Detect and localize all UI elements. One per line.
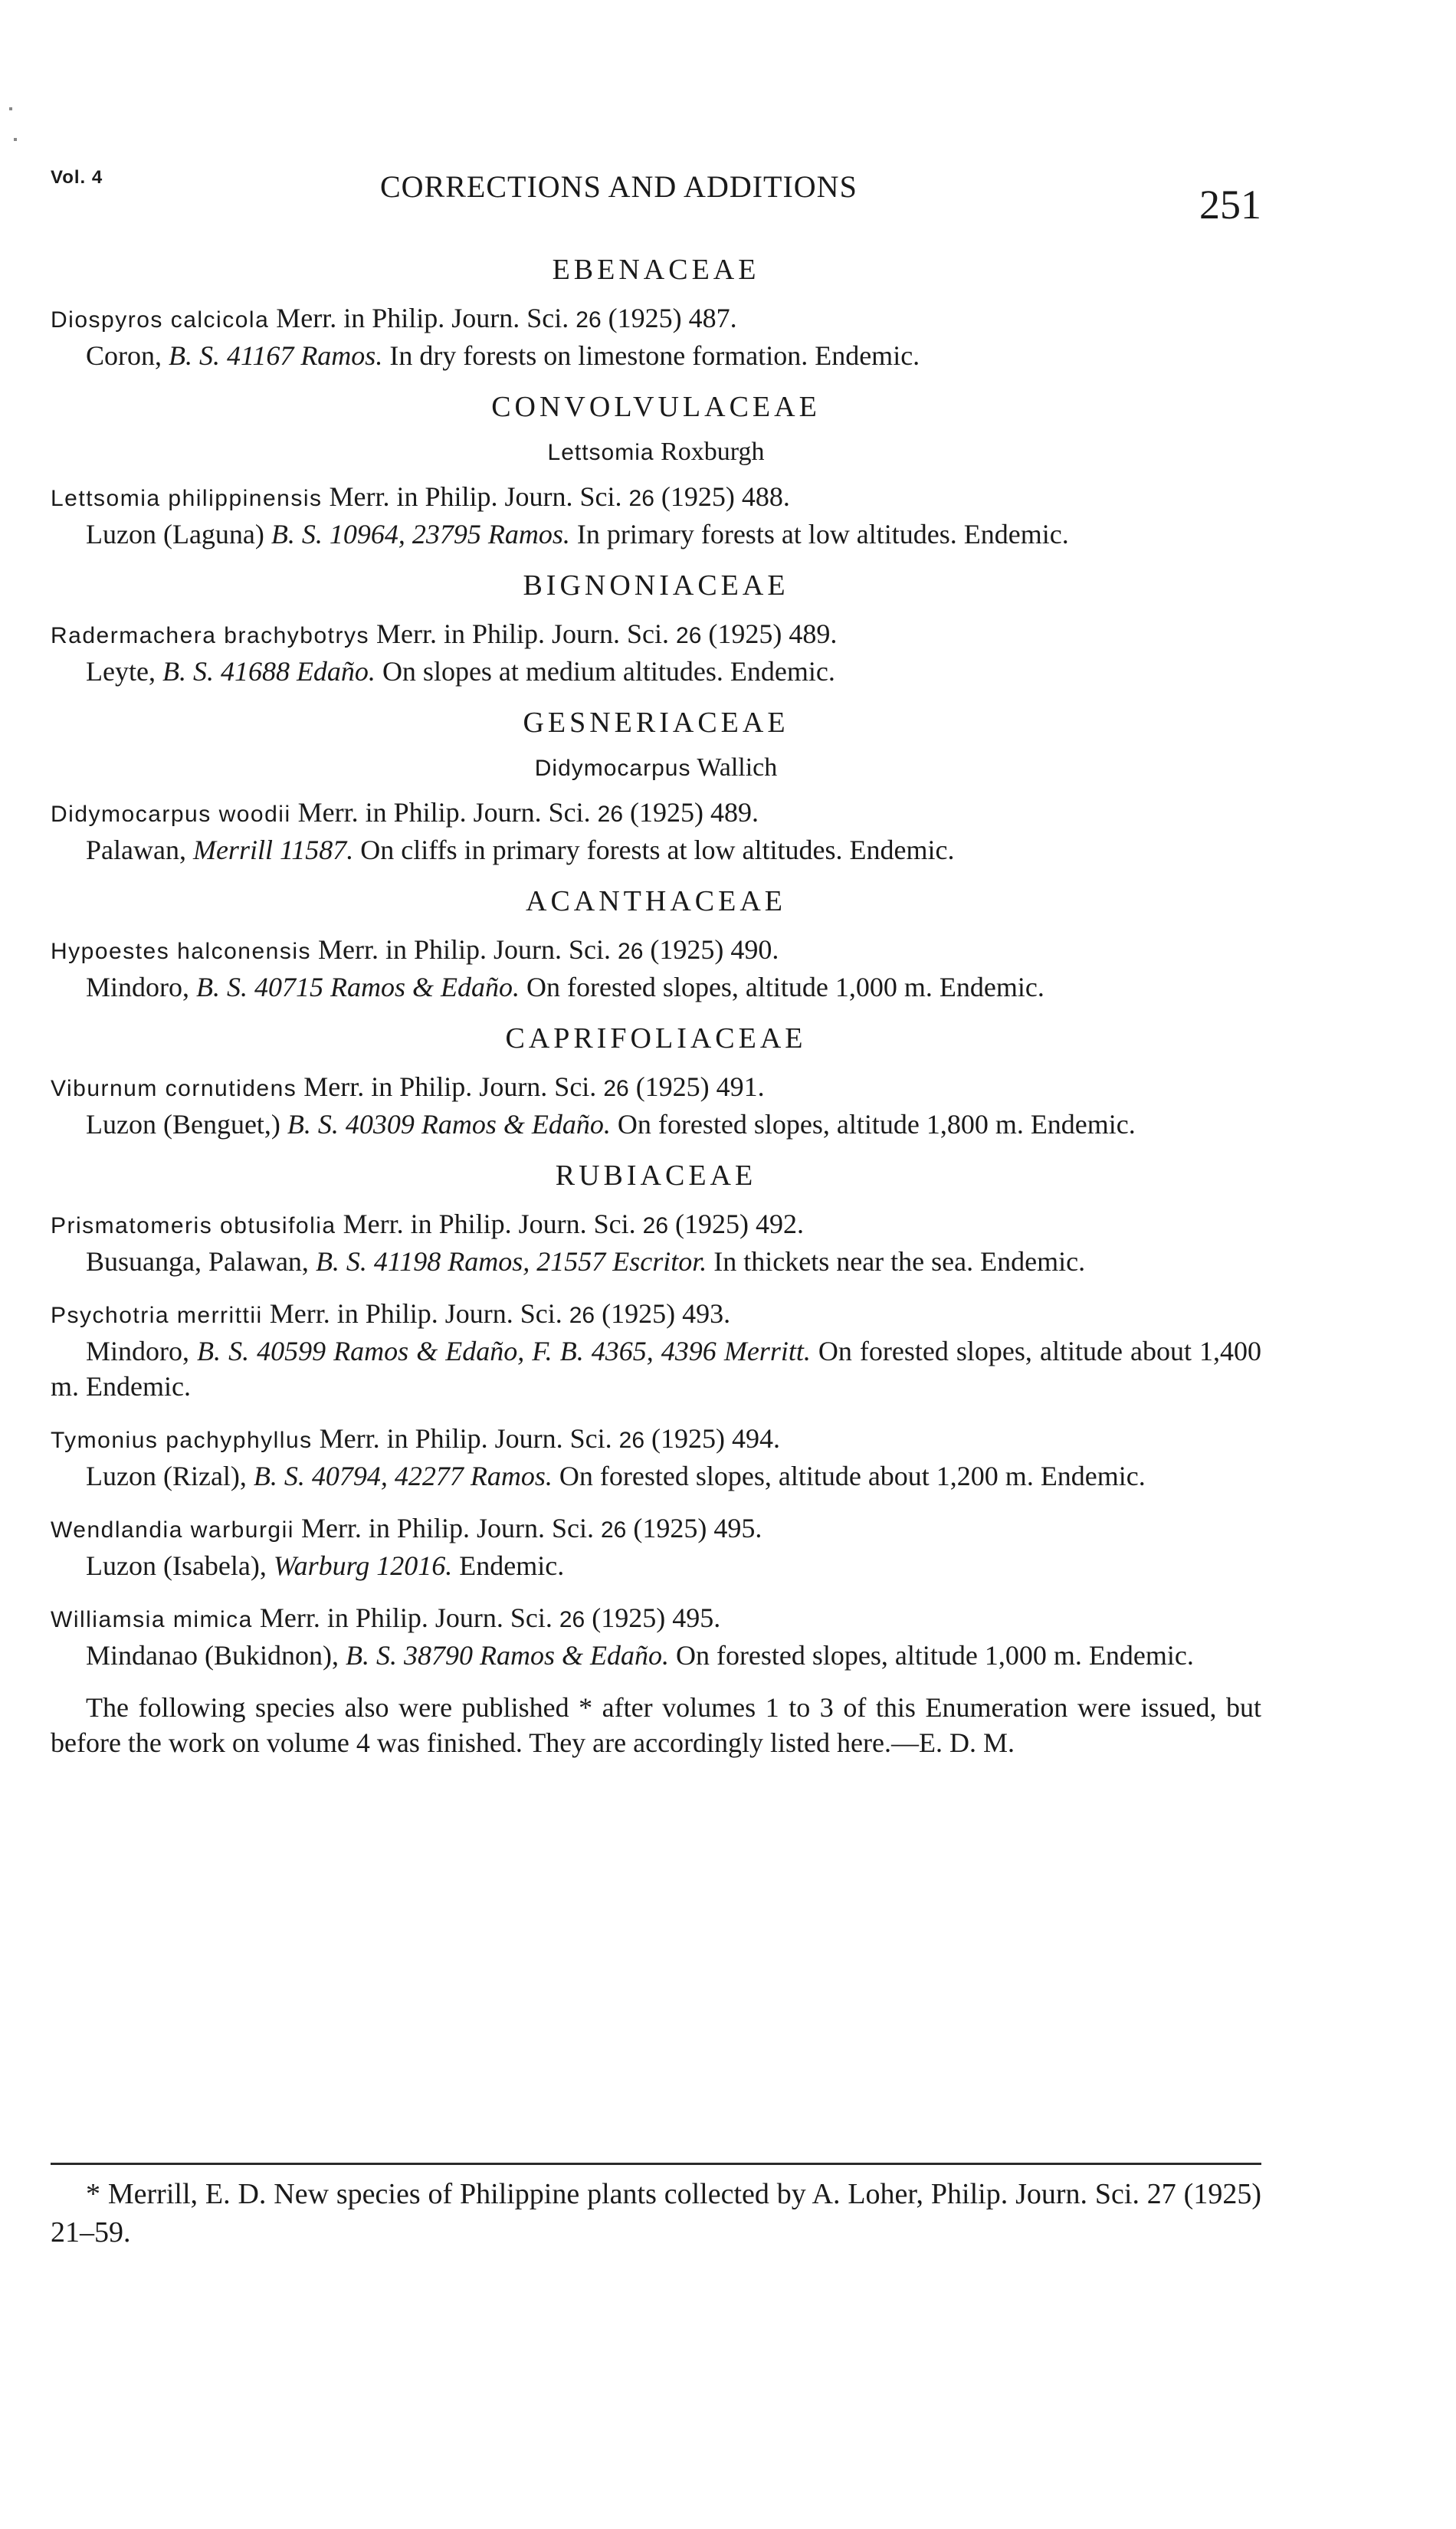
volume-number: 26 <box>600 1517 627 1543</box>
locality: Luzon (Laguna) <box>86 519 264 549</box>
year-page: (1925) 495. <box>592 1602 721 1633</box>
species-entry <box>51 1600 1261 1673</box>
citation: Merr. in Philip. Journ. Sci. <box>318 934 612 965</box>
genus-author: Roxburgh <box>661 438 765 466</box>
specimen-numbers: B. S. 40599 Ramos & Edaño, F. B. 4365, 4396 Merritt. <box>197 1336 811 1366</box>
volume-number: 26 <box>618 939 644 964</box>
specimen-numbers: B. S. 40794, 42277 Ramos. <box>253 1461 553 1491</box>
page-header <box>51 153 1261 228</box>
family-heading: EBENACEAE <box>552 254 760 286</box>
locality: Luzon (Rizal), <box>86 1461 247 1491</box>
scan-speck <box>9 107 12 110</box>
citation: Merr. in Philip. Journ. Sci. <box>259 1602 553 1633</box>
habitat-notes: Endemic. <box>459 1550 565 1581</box>
habitat-notes: In thickets near the sea. Endemic. <box>713 1246 1086 1277</box>
genus-name: Lettsomia <box>547 440 654 465</box>
locality: Luzon (Benguet,) <box>86 1109 280 1140</box>
year-page: (1925) 491. <box>635 1071 765 1102</box>
species-name: Didymocarpus woodii <box>51 802 291 827</box>
genus-heading <box>51 438 1261 467</box>
entry-citation-line <box>51 1421 1261 1458</box>
species-name: Wendlandia warburgii <box>51 1517 294 1543</box>
habitat-notes: On forested slopes, altitude 1,000 m. Endemic. <box>675 1640 1194 1671</box>
genus-name: Didymocarpus <box>534 756 691 781</box>
species-name: Tymonius pachyphyllus <box>51 1428 313 1453</box>
species-name: Diospyros calcicola <box>51 307 270 333</box>
species-entry <box>51 1206 1261 1279</box>
locality: Mindoro, <box>86 1336 189 1366</box>
entry-details <box>51 1638 1261 1673</box>
locality: Mindanao (Bukidnon), <box>86 1640 339 1671</box>
volume-number: 26 <box>559 1607 585 1632</box>
locality: Coron, <box>86 340 162 371</box>
specimen-numbers: B. S. 41198 Ramos, 21557 Escritor. <box>315 1246 707 1277</box>
species-name: Hypoestes halconensis <box>51 939 312 964</box>
species-entry <box>51 300 1261 373</box>
species-name: Viburnum cornutidens <box>51 1076 297 1101</box>
entry-details <box>51 338 1261 373</box>
closing-note: The following species also were published * after volumes 1 to 3 of this Enumeration were issued, but before the work on volume 4 was finished. They are accordingly listed here.—E. D. M. <box>51 1692 1261 1758</box>
species-name: Radermachera brachybotrys <box>51 623 370 648</box>
citation: Merr. in Philip. Journ. Sci. <box>319 1423 612 1454</box>
genus-author: Wallich <box>697 753 778 782</box>
specimen-numbers: B. S. 41167 Ramos. <box>169 340 383 371</box>
genus-heading <box>51 753 1261 782</box>
family-heading: GESNERIACEAE <box>523 707 789 739</box>
habitat-notes: On cliffs in primary forests at low altitudes. Endemic. <box>360 835 955 865</box>
volume-number: 26 <box>597 802 624 827</box>
locality: Luzon (Isabela), <box>86 1550 267 1581</box>
species-entry <box>51 795 1261 868</box>
specimen-numbers: Merrill 11587. <box>192 835 354 865</box>
volume-number: 26 <box>628 486 654 511</box>
species-name: Prismatomeris obtusifolia <box>51 1213 336 1238</box>
specimen-numbers: B. S. 41688 Edaño. <box>162 656 375 687</box>
year-page: (1925) 489. <box>630 797 759 828</box>
entry-details <box>51 1244 1261 1279</box>
specimen-numbers: B. S. 40309 Ramos & Edaño. <box>287 1109 611 1140</box>
page-number: 251 <box>1199 182 1261 228</box>
specimen-numbers: Warburg 12016. <box>273 1550 453 1581</box>
locality: Busuanga, Palawan, <box>86 1246 309 1277</box>
habitat-notes: On forested slopes, altitude 1,800 m. Endemic. <box>617 1109 1136 1140</box>
species-name: Lettsomia philippinensis <box>51 486 323 511</box>
habitat-notes: On forested slopes, altitude about 1,400 m. Endemic. <box>51 1336 1261 1402</box>
entry-citation-line <box>51 1296 1261 1333</box>
species-entry <box>51 1069 1261 1142</box>
habitat-notes: On slopes at medium altitudes. Endemic. <box>382 656 835 687</box>
citation: Merr. in Philip. Journ. Sci. <box>297 797 591 828</box>
specimen-numbers: B. S. 38790 Ramos & Edaño. <box>345 1640 669 1671</box>
year-page: (1925) 489. <box>708 618 838 649</box>
habitat-notes: On forested slopes, altitude 1,000 m. Endemic. <box>526 972 1044 1002</box>
entry-details <box>51 832 1261 868</box>
habitat-notes: In dry forests on limestone formation. Endemic. <box>389 340 920 371</box>
citation: Merr. in Philip. Journ. Sci. <box>300 1513 594 1543</box>
volume-number: 26 <box>618 1428 645 1453</box>
species-name: Psychotria merrittii <box>51 1303 263 1328</box>
entry-citation-line <box>51 616 1261 654</box>
locality: Leyte, <box>86 656 156 687</box>
citation: Merr. in Philip. Journ. Sci. <box>269 1298 562 1329</box>
species-entry <box>51 1296 1261 1404</box>
year-page: (1925) 487. <box>608 303 737 333</box>
volume-number: 26 <box>576 307 602 333</box>
volume-number: 26 <box>676 623 702 648</box>
entry-citation-line <box>51 479 1261 517</box>
entry-citation-line <box>51 1069 1261 1107</box>
volume-number: 26 <box>603 1076 629 1101</box>
specimen-numbers: B. S. 40715 Ramos & Edaño. <box>196 972 520 1002</box>
year-page: (1925) 495. <box>633 1513 762 1543</box>
volume-number: 26 <box>569 1303 595 1328</box>
family-heading: RUBIACEAE <box>555 1160 757 1192</box>
scan-speck <box>14 138 17 141</box>
species-name: Williamsia mimica <box>51 1607 253 1632</box>
specimen-numbers: B. S. 10964, 23795 Ramos. <box>271 519 570 549</box>
entry-citation-line <box>51 932 1261 969</box>
entry-citation-line <box>51 1511 1261 1548</box>
entry-citation-line <box>51 795 1261 832</box>
habitat-notes: On forested slopes, altitude about 1,200 m. Endemic. <box>559 1461 1146 1491</box>
year-page: (1925) 488. <box>661 481 790 512</box>
species-entry <box>51 616 1261 689</box>
page-body <box>51 245 1261 1760</box>
entry-details <box>51 1107 1261 1142</box>
species-entry <box>51 479 1261 552</box>
year-page: (1925) 493. <box>602 1298 731 1329</box>
locality: Mindoro, <box>86 972 189 1002</box>
entry-details <box>51 654 1261 689</box>
citation: Merr. in Philip. Journ. Sci. <box>329 481 622 512</box>
entry-details <box>51 1333 1261 1404</box>
citation: Merr. in Philip. Journ. Sci. <box>376 618 670 649</box>
species-entry <box>51 1421 1261 1494</box>
footnote: * Merrill, E. D. New species of Philippine plants collected by A. Loher, Philip. Journ. Sci. 27 (1925) 21–59. <box>51 2178 1261 2249</box>
entry-details <box>51 1458 1261 1494</box>
running-title: CORRECTIONS AND ADDITIONS <box>380 169 858 204</box>
species-entry <box>51 932 1261 1005</box>
entry-citation-line <box>51 1206 1261 1244</box>
year-page: (1925) 494. <box>651 1423 781 1454</box>
entry-details <box>51 517 1261 552</box>
entry-details <box>51 969 1261 1005</box>
year-page: (1925) 490. <box>650 934 779 965</box>
family-heading: ACANTHACEAE <box>526 885 786 917</box>
volume-label: Vol. 4 <box>51 167 103 188</box>
habitat-notes: In primary forests at low altitudes. Endemic. <box>576 519 1069 549</box>
entry-citation-line <box>51 300 1261 338</box>
family-heading: BIGNONIACEAE <box>523 569 789 602</box>
family-heading: CAPRIFOLIACEAE <box>505 1022 807 1055</box>
year-page: (1925) 492. <box>675 1209 804 1239</box>
volume-number: 26 <box>642 1213 669 1238</box>
species-entry <box>51 1511 1261 1583</box>
citation: Merr. in Philip. Journ. Sci. <box>303 1071 597 1102</box>
entry-details <box>51 1548 1261 1583</box>
citation: Merr. in Philip. Journ. Sci. <box>276 303 569 333</box>
entry-citation-line <box>51 1600 1261 1638</box>
locality: Palawan, <box>86 835 186 865</box>
citation: Merr. in Philip. Journ. Sci. <box>343 1209 636 1239</box>
family-heading: CONVOLVULACEAE <box>491 391 821 423</box>
footnote-rule <box>51 2163 1261 2165</box>
